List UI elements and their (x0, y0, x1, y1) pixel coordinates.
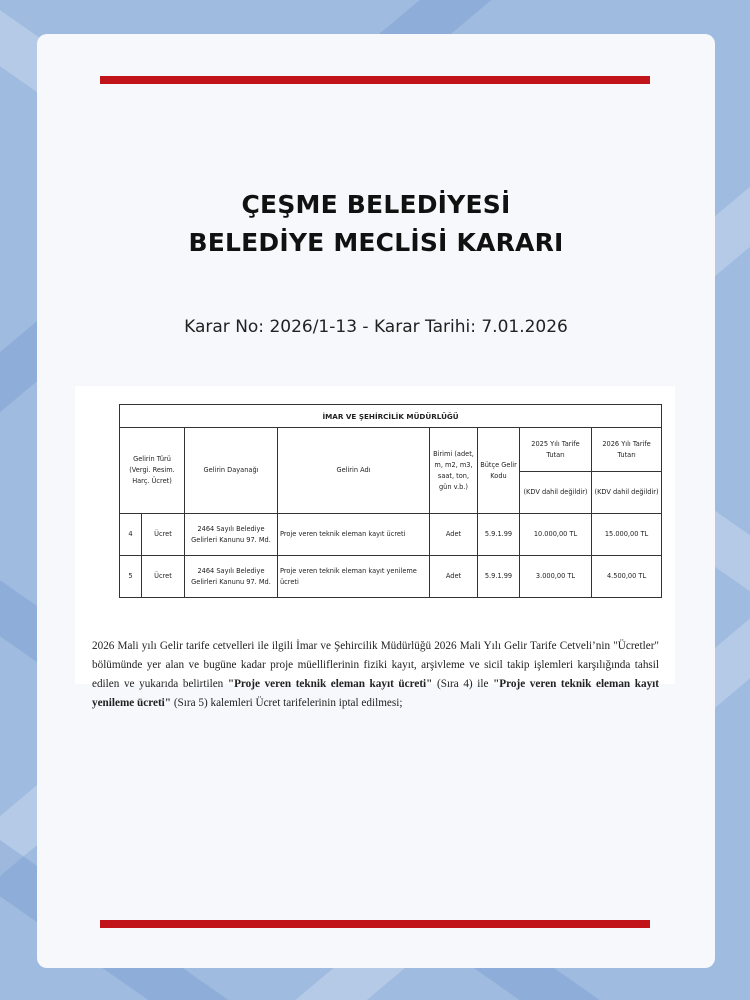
row-gelir-adi: Proje veren teknik eleman kayıt ücreti (278, 514, 430, 556)
row-dayanak: 2464 Sayılı Belediye Gelirleri Kanunu 97. Md. (185, 514, 278, 556)
row-tur: Ücret (142, 556, 185, 598)
page-title (37, 186, 715, 262)
col-header-dayanak: Gelirin Dayanağı (185, 428, 278, 514)
department-header: İMAR VE ŞEHİRCİLİK MÜDÜRLÜĞÜ (120, 405, 662, 428)
paragraph-text: 2026 Mali yılı Gelir tarife cetvelleri ile ilgili İmar ve Şehircilik Müdürlüğü 2026 Mali Yılı Gelir Tarife Cetveli’nin "Ücretler" bölümünde yer alan ve bugüne kadar proje müelliflerinin fiziki kayıt, arşivleme ve sicil takip işlemleri karşılığında tahsil edilen ve yukarıda belirtilen (92, 640, 659, 690)
row-butce-kodu: 5.9.1.99 (478, 556, 520, 598)
row-tur: Ücret (142, 514, 185, 556)
document-excerpt (75, 386, 675, 709)
col-note-tarife-2026: (KDV dahil değildir) (592, 472, 662, 514)
row-butce-kodu: 5.9.1.99 (478, 514, 520, 556)
table-row (120, 514, 662, 556)
document-card (37, 34, 715, 968)
bottom-red-divider (100, 920, 650, 928)
paragraph-text: (Sıra 4) ile (432, 678, 494, 690)
decision-paragraph (92, 637, 659, 713)
row-tarife-2026: 4.500,00 TL (592, 556, 662, 598)
row-birim: Adet (430, 556, 478, 598)
row-tarife-2025: 10.000,00 TL (520, 514, 592, 556)
row-sira: 4 (120, 514, 142, 556)
row-birim: Adet (430, 514, 478, 556)
top-red-divider (100, 76, 650, 84)
col-header-tarife-2025: 2025 Yılı Tarife Tutarı (520, 428, 592, 472)
decision-info: Karar No: 2026/1-13 - Karar Tarihi: 7.01.2026 (184, 317, 568, 337)
col-note-tarife-2025: (KDV dahil değildir) (520, 472, 592, 514)
col-header-butce-kodu: Bütçe Gelir Kodu (478, 428, 520, 514)
paragraph-text: (Sıra 5) kalemleri Ücret tarifelerinin iptal edilmesi; (171, 697, 403, 709)
tariff-table (119, 404, 662, 598)
col-header-birim: Birimi (adet, m, m2, m3, saat, ton, gün v.b.) (430, 428, 478, 514)
table-row (120, 556, 662, 598)
row-sira: 5 (120, 556, 142, 598)
col-header-tarife-2026: 2026 Yılı Tarife Tutarı (592, 428, 662, 472)
row-tarife-2026: 15.000,00 TL (592, 514, 662, 556)
title-line-decision: BELEDİYE MECLİSİ KARARI (188, 228, 564, 257)
title-line-municipality: ÇEŞME BELEDİYESİ (241, 190, 511, 219)
row-tarife-2025: 3.000,00 TL (520, 556, 592, 598)
paragraph-bold-item-5: "Proje veren teknik eleman kayıt yenileme ücreti" (92, 678, 660, 709)
col-header-gelir-adi: Gelirin Adı (278, 428, 430, 514)
row-gelir-adi: Proje veren teknik eleman kayıt yenileme ücreti (278, 556, 430, 598)
paragraph-bold-item-4: "Proje veren teknik eleman kayıt ücreti" (227, 678, 433, 690)
row-dayanak: 2464 Sayılı Belediye Gelirleri Kanunu 97. Md. (185, 556, 278, 598)
col-header-gelir-turu: Gelirin Türü (Vergi. Resim. Harç. Ücret) (120, 428, 185, 514)
